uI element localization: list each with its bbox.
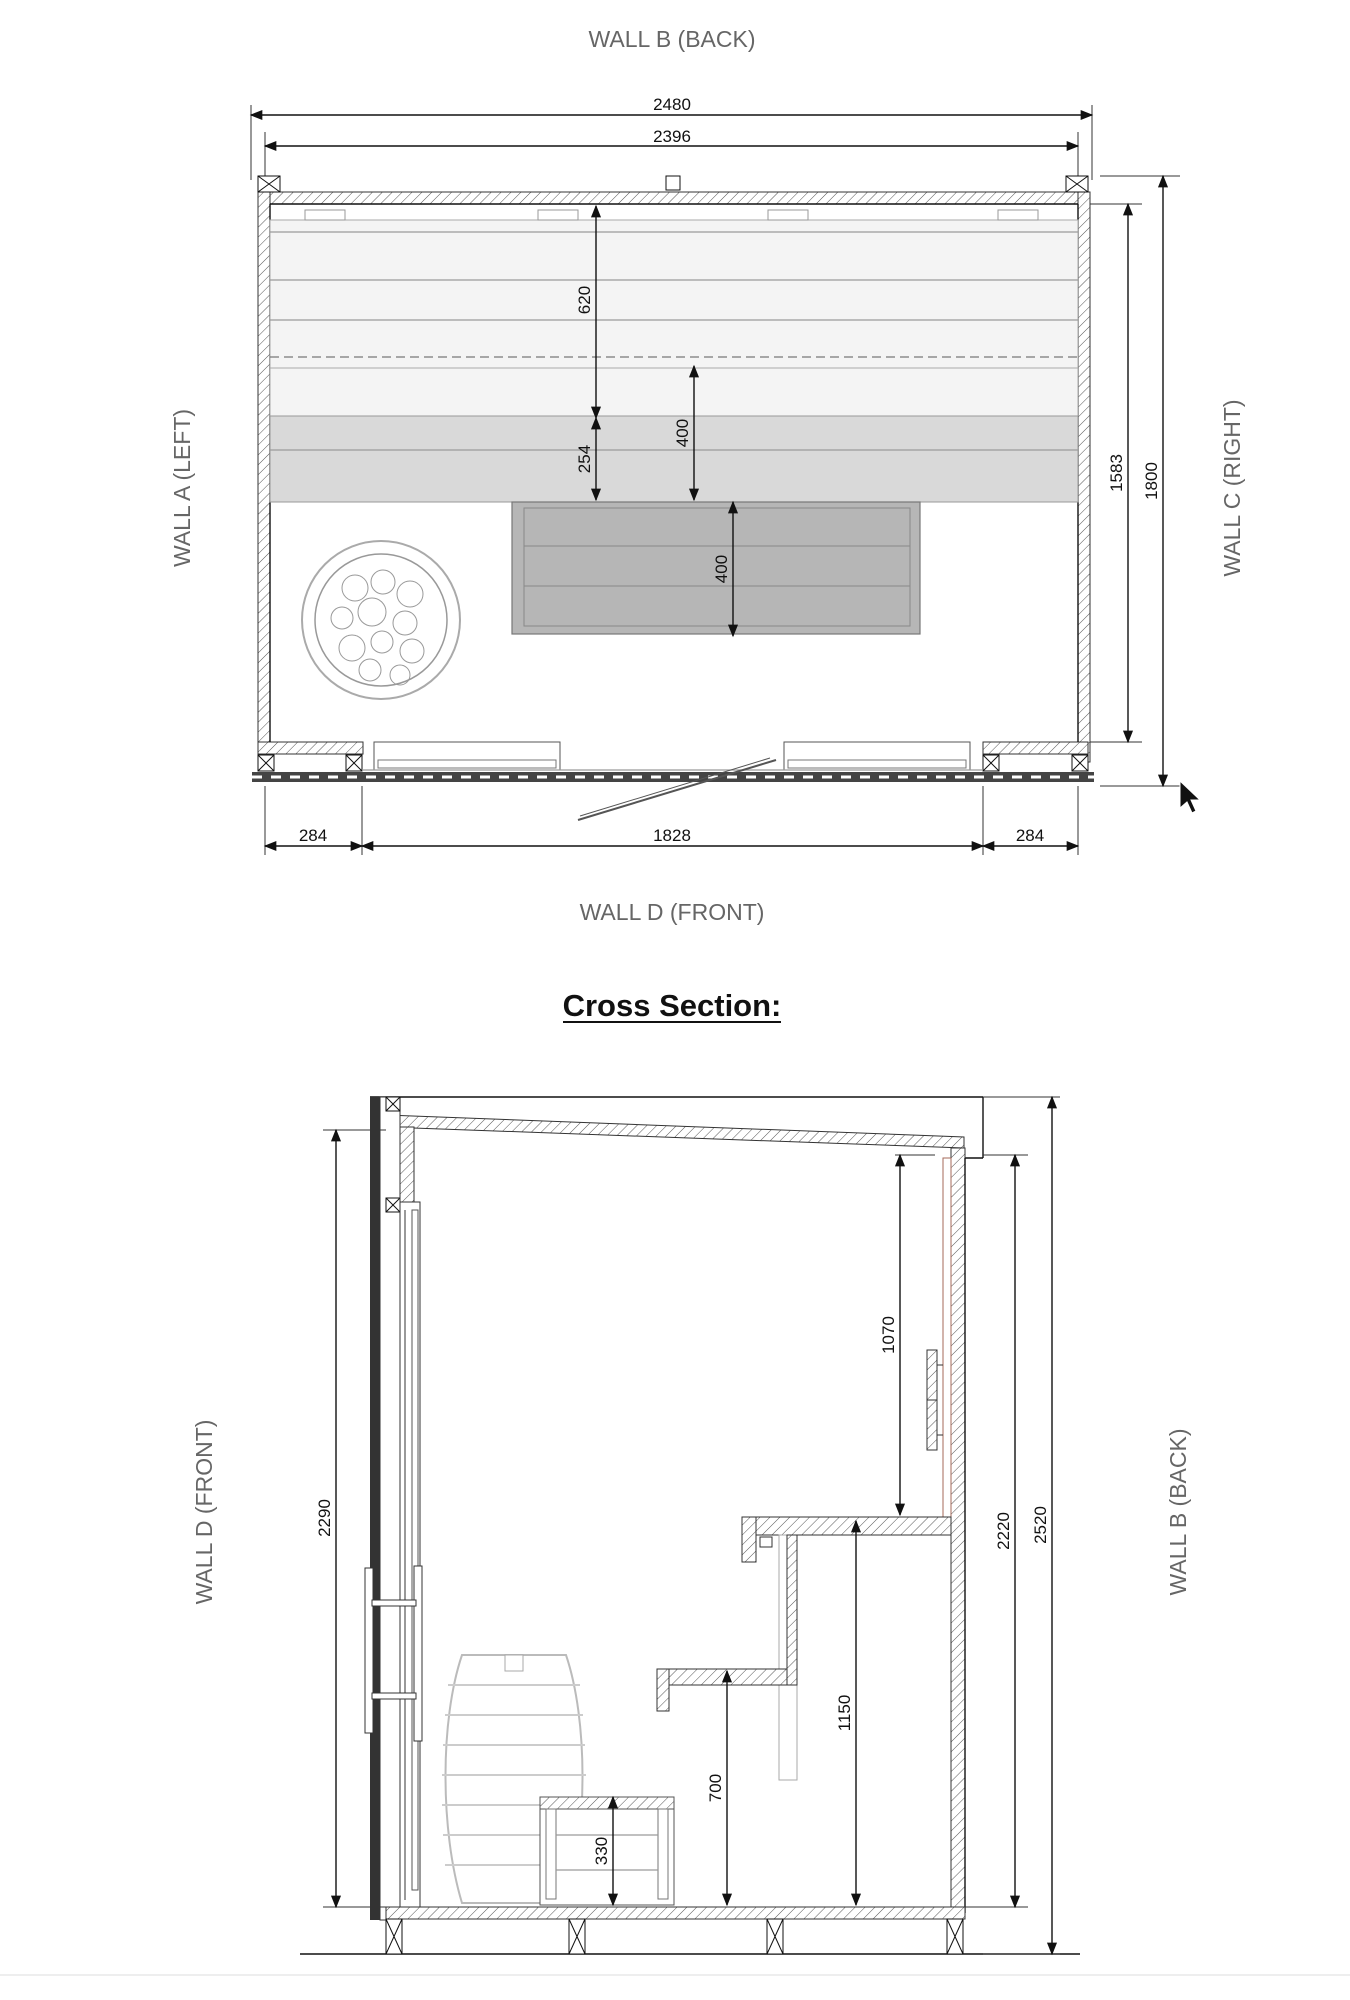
dim-upper-bench-height-text: 1150 <box>835 1694 854 1732</box>
dim-inner-height <box>965 1155 1028 1907</box>
dim-overall-depth-text: 1800 <box>1142 462 1161 500</box>
dim-lower-bench-height <box>706 1671 727 1905</box>
dim-inner-depth-text: 1583 <box>1107 454 1126 492</box>
dim-top-clearance <box>879 1155 935 1515</box>
floor <box>300 1907 1080 1954</box>
dim-overall-width-text: 2480 <box>653 95 691 114</box>
dim-bench-step-text: 254 <box>575 444 594 474</box>
dim-top-clearance-text: 1070 <box>879 1316 898 1354</box>
front-wall <box>365 1097 422 1920</box>
plan-wall-left-label: WALL A (LEFT) <box>169 408 195 568</box>
section-wall-front-label: WALL D (FRONT) <box>191 1419 217 1605</box>
dim-bench-mid-depth-text: 400 <box>673 418 692 448</box>
corner-post <box>258 176 280 192</box>
dim-inner-height-text: 2220 <box>994 1512 1013 1550</box>
dim-upper-bench-height <box>835 1521 856 1905</box>
roof <box>370 1097 983 1158</box>
dim-stove-base-height-text: 330 <box>592 1836 611 1866</box>
dim-bench-top-depth-text: 620 <box>575 285 594 315</box>
cross-section <box>191 988 1191 1954</box>
cursor-icon <box>1180 781 1200 813</box>
section-wall-back-label: WALL B (BACK) <box>1165 1428 1191 1596</box>
upper-bench <box>742 1517 951 1780</box>
bench-top <box>270 210 1078 368</box>
plan-wall-back-label: WALL B (BACK) <box>588 26 756 52</box>
section-title: Cross Section: <box>562 988 782 1023</box>
stove-icon <box>302 541 460 699</box>
dim-overall-height-text: 2520 <box>1031 1506 1050 1544</box>
dim-lower-bench-height-text: 700 <box>706 1773 725 1803</box>
dim-side-right-text: 284 <box>1015 826 1045 845</box>
dim-door-height-text: 2290 <box>315 1499 334 1537</box>
plan-wall-front-label: WALL D (FRONT) <box>579 899 765 925</box>
plan-wall-right-label: WALL C (RIGHT) <box>1219 399 1245 577</box>
dim-inner-depth <box>1090 204 1142 742</box>
floor-plan <box>169 26 1245 925</box>
dim-bottom-row <box>265 786 1078 855</box>
dim-side-left-text: 284 <box>298 826 328 845</box>
dim-inner-width-text: 2396 <box>653 127 691 146</box>
dim-door-width-text: 1828 <box>653 826 691 845</box>
corner-post <box>1066 176 1088 192</box>
dim-bench-low-depth-text: 400 <box>712 554 731 584</box>
